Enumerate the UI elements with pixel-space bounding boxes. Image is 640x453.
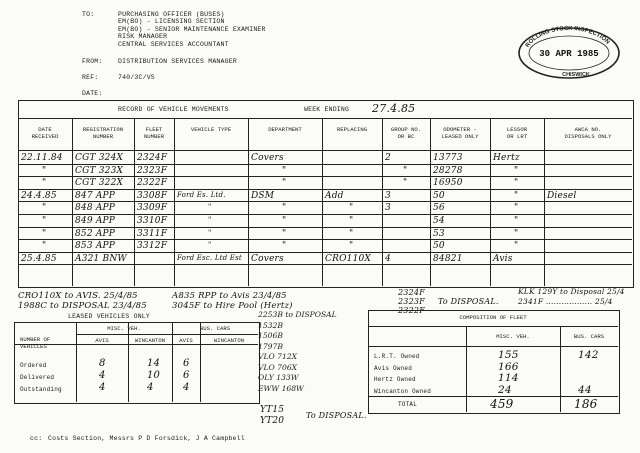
disposal-list [258,310,337,394]
table-cell: 84821 [433,253,463,264]
note-2323f: 2323F [398,297,425,306]
composition-total-misc: 459 [490,397,514,411]
week-ending-value: 27.4.85 [372,102,416,115]
leased-row-label: Outstanding [20,386,62,393]
column-header: GROUP NO. OR BC [390,126,422,140]
column-header: VEHICLE TYPE [190,126,232,133]
table-cell: A321 BNW [75,253,127,264]
column-header: DEPARTMENT [268,126,302,133]
table-cell: " [349,241,354,252]
column-header: AWCA NO. DISPOSALS ONLY [564,126,612,140]
table-cell: " [208,203,212,212]
leased-column-rule [200,322,201,402]
table-cell: " [349,216,354,226]
column-rule [174,118,175,286]
to-recipient-line: EM(BO) - LICENSING SECTION [118,18,225,26]
table-cell: 847 APP [75,190,116,201]
table-cell: 3310F [137,216,168,226]
leased-group-rule [76,334,258,335]
note-2341f: 2341F .................. 25/4 [518,297,613,306]
row-rule [18,164,632,165]
leased-cell: 4 [147,382,154,393]
table-cell: " [403,165,408,176]
table-cell: Covers [251,253,284,264]
to-recipient-line: CENTRAL SERVICES ACCOUNTANT [118,40,229,48]
table-cell: " [514,190,519,201]
header-rule [18,150,632,151]
leased-row-label: Ordered [20,362,47,369]
table-cell: " [208,241,212,250]
to-recipients [118,11,266,48]
table-cell: " [514,241,519,252]
table-cell: " [42,165,47,176]
table-cell: CRO110X [325,253,372,264]
table-cell: " [514,178,519,189]
leased-cell: 10 [147,370,161,381]
disposal-item: EWW 168W [258,383,304,393]
note-3045f: 3045F to Hire Pool (Hertz) [172,301,293,311]
to-label: TO: [82,11,95,18]
note-2322f: 2322F [398,306,425,315]
table-cell: " [42,228,47,239]
disposal-item: VLO 706X [258,362,298,372]
table-cell: " [514,203,519,214]
table-cell: " [42,241,47,252]
column-rule [382,118,383,286]
column-rule [490,118,491,286]
table-cell: 53 [433,228,445,239]
table-cell: 3311F [137,228,168,239]
table-cell: " [282,216,287,226]
leased-cell: 6 [183,370,190,381]
leased-cell: 8 [99,358,106,369]
note-2324f: 2324F [398,288,425,297]
leased-cell: 4 [99,382,106,393]
leased-bus-header: BUS. CARS [199,325,231,332]
table-cell: 852 APP [75,228,116,239]
yt20: YT20 [260,416,285,426]
column-header: DATE RECEIVED [31,126,59,140]
disposal-item: 1532B [258,320,283,330]
composition-misc-value: 166 [498,360,519,373]
column-header: FLEET NUMBER [143,126,165,140]
table-cell: " [403,178,408,189]
stamp-ring-top: ROLLING STOCK INSPECTION [524,25,611,49]
table-cell: " [42,203,47,214]
table-cell: 56 [433,203,445,214]
column-rule [544,118,545,286]
table-cell: " [42,216,47,226]
table-cell: Avis [493,253,513,264]
composition-total-bus: 186 [574,397,598,411]
column-header: REPLACING [336,126,368,133]
table-cell: 50 [433,190,445,201]
table-cell: " [282,165,287,176]
note-a835rpp: A835 RPP to Avis 23/4/85 [172,291,287,301]
table-cell: 3309F [137,203,168,214]
column-rule [134,118,135,286]
table-cell: 3312F [137,241,168,252]
yt-disposal-note: To DISPOSAL. [306,411,367,420]
from-value: DISTRIBUTION SERVICES MANAGER [118,58,237,65]
table-cell: Ford Esc. Ltd Est [177,253,242,262]
table-cell: 54 [433,216,445,226]
table-cell: 13773 [433,153,463,163]
table-cell: 28278 [433,165,463,176]
yt15: YT15 [260,405,285,415]
composition-misc-value: 155 [498,349,519,361]
cc-label: cc: [30,435,43,442]
row-rule [18,264,632,265]
table-cell: 22.11.84 [21,153,63,163]
leased-cell: 4 [99,370,106,381]
table-cell: 25.4.85 [21,253,57,264]
leased-cell: 6 [183,358,190,369]
leased-sub-header: WINCANTON [213,337,245,344]
column-rule [430,118,431,286]
leased-row-header: NUMBER OF VEHICLES [20,336,51,350]
table-cell: " [349,228,354,239]
column-rule [248,118,249,286]
table-cell: Hertz [493,153,520,163]
record-title: RECORD OF VEHICLE MOVEMENTS [118,106,229,113]
column-rule [322,118,323,286]
table-cell: 50 [433,241,445,252]
table-cell: 3308F [137,190,168,201]
table-cell: Covers [251,153,284,163]
composition-bus-value: 142 [578,349,599,361]
table-cell: 2322F [137,178,168,189]
note-cro110x: CRO110X to AVIS. 25/4/85 [18,291,138,301]
table-cell: 3 [385,203,391,214]
table-cell: CGT 323X [75,165,124,176]
composition-title: COMPOSITION OF FLEET [459,314,527,321]
table-cell: 853 APP [75,241,116,252]
leased-column-rule [76,322,77,402]
composition-title-rule [368,326,618,327]
table-cell: Ford Es. Ltd. [177,190,226,199]
table-cell: 24.4.85 [21,190,57,201]
composition-bus-value: 44 [578,383,592,396]
from-label: FROM: [82,58,103,65]
leased-misc-header: MISC. VEH. [107,325,141,332]
column-rule [72,118,73,286]
table-cell: " [514,228,519,239]
disposal-item: OLY 133W [258,373,299,382]
ref-label: REF: [82,74,99,81]
table-cell: CGT 322X [75,178,124,189]
note-klk129y: KLK 129Y to Disposal 25/4 [518,287,625,296]
note-to-disposal: To DISPOSAL. [438,297,499,306]
row-rule [18,227,632,228]
to-recipient-line: EM(BO) - SENIOR MAINTENANCE EXAMINER [118,25,266,33]
table-cell: 16950 [433,178,463,189]
composition-misc-value: 114 [498,372,519,384]
table-cell: 2324F [137,153,168,163]
table-cell: 2323F [137,165,168,176]
table-cell: 3 [385,190,391,201]
table-cell: CGT 324X [75,153,124,163]
composition-total-label: TOTAL [398,401,418,408]
svg-text:ROLLING STOCK INSPECTION [525,26,610,49]
disposal-item: 1797B [258,341,283,351]
table-cell: " [514,165,519,176]
leased-column-rule [128,322,129,402]
row-rule [18,252,632,253]
record-title-rule [18,118,632,119]
composition-row-label: Wincanton Owned [374,387,432,395]
row-rule [18,239,632,240]
row-rule [18,214,632,215]
disposal-item: 2253B to DISPOSAL [258,310,337,319]
date-label: DATE: [82,90,103,97]
leased-cell: 4 [183,382,190,393]
table-cell: " [208,228,212,237]
note-1988c: 1988C to DISPOSAL 23/4/85 [18,301,147,311]
table-cell: " [282,228,287,239]
table-cell: " [282,203,287,214]
table-cell: Diesel [547,190,577,201]
to-recipient-line: RISK MANAGER [118,33,168,41]
composition-row-label: Avis Owned [374,364,413,372]
row-rule [18,189,632,190]
leased-sub-header: AVIS [179,337,193,344]
leased-row-label: Delivered [20,374,55,381]
column-header: REGISTRATION NUMBER [82,126,124,140]
ref-value: 740/3C/VS [118,74,155,81]
column-header: ODOMETER - LEASED ONLY [441,126,479,140]
row-rule [18,176,632,177]
table-cell: " [208,216,212,224]
stamp-date: 30 APR 1985 [539,49,599,59]
table-cell: " [349,203,354,214]
table-cell: " [282,241,287,252]
leased-title: LEASED VEHICLES ONLY [68,313,151,320]
row-rule [18,201,632,202]
table-cell: Add [325,190,344,201]
to-recipient-line: PURCHASING OFFICER (BUSES) [118,11,225,18]
table-cell: 2 [385,153,391,163]
leased-column-rule [172,322,173,402]
table-cell: 4 [385,253,391,264]
leased-sub-header: AVIS [95,337,109,344]
stamp-ring-bottom: CHISWICK [562,72,590,78]
table-cell: DSM [251,190,275,201]
table-cell: " [282,178,287,189]
composition-header-rule [368,346,618,347]
disposal-item: 1506B [258,331,283,340]
leased-cell: 14 [147,358,161,369]
cc-value: Costs Section, Messrs P D Forsdick, J A Campbell [48,435,245,442]
table-cell: 849 APP [75,216,116,226]
composition-row-label: L.R.T. Owned [374,353,420,360]
composition-misc-header: MISC. VEH. [496,333,530,340]
composition-misc-value: 24 [498,383,512,396]
composition-row-label: Hertz Owned [374,376,416,383]
table-cell: " [42,178,47,189]
inspection-stamp [514,20,624,80]
disposal-item: VLO 712X [258,352,298,361]
week-ending-label: WEEK ENDING [304,106,350,113]
composition-bus-header: BUS. CARS [573,333,605,340]
column-header: LESSOR OR LRT [506,126,528,140]
leased-sub-header: WINCANTON [134,337,166,344]
table-cell: " [514,216,519,226]
table-cell: 848 APP [75,203,116,214]
